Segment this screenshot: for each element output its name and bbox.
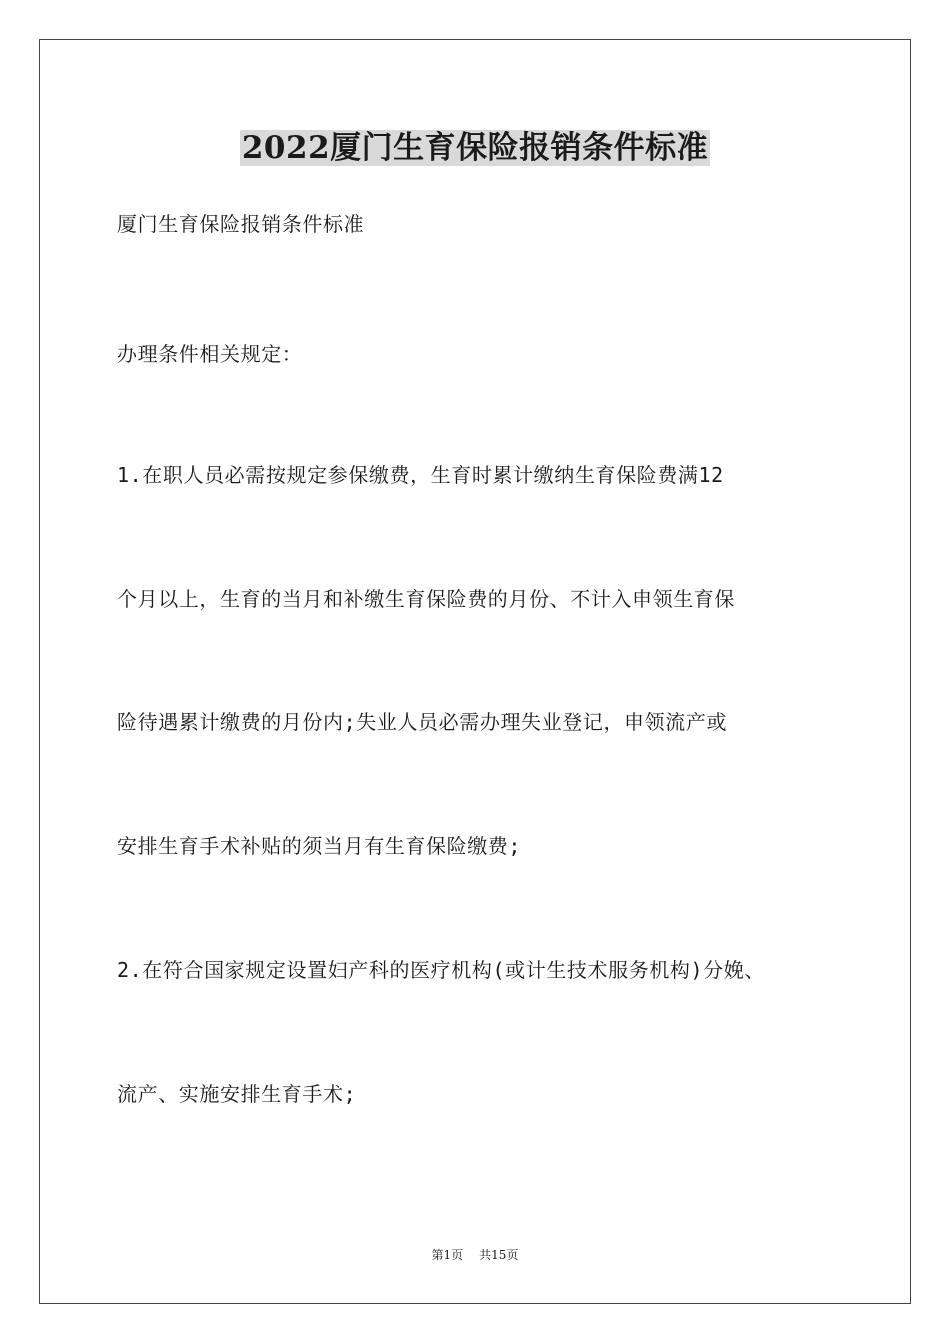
paragraph-line: 1.在职人员必需按规定参保缴费，生育时累计缴纳生育保险费满12	[117, 463, 724, 487]
paragraph-line: 安排生育手术补贴的须当月有生育保险缴费;	[117, 834, 522, 858]
paragraph-line: 办理条件相关规定：	[117, 342, 303, 366]
paragraph-line: 险待遇累计缴费的月份内;失业人员必需办理失业登记，申领流产或	[117, 710, 728, 734]
paragraph-line: 流产、实施安排生育手术;	[117, 1082, 357, 1106]
document-title-text: 2022厦门生育保险报销条件标准	[241, 130, 709, 166]
page-number-current: 第1页	[431, 1248, 464, 1262]
paragraph-line: 个月以上，生育的当月和补缴生育保险费的月份、不计入申领生育保	[117, 587, 735, 611]
document-title	[0, 128, 950, 168]
paragraph-line: 厦门生育保险报销条件标准	[117, 212, 365, 236]
page-number-total: 共15页	[479, 1248, 519, 1262]
paragraph-line: 2.在符合国家规定设置妇产科的医疗机构(或计生技术服务机构)分娩、	[117, 958, 765, 982]
page-footer	[0, 1247, 950, 1263]
